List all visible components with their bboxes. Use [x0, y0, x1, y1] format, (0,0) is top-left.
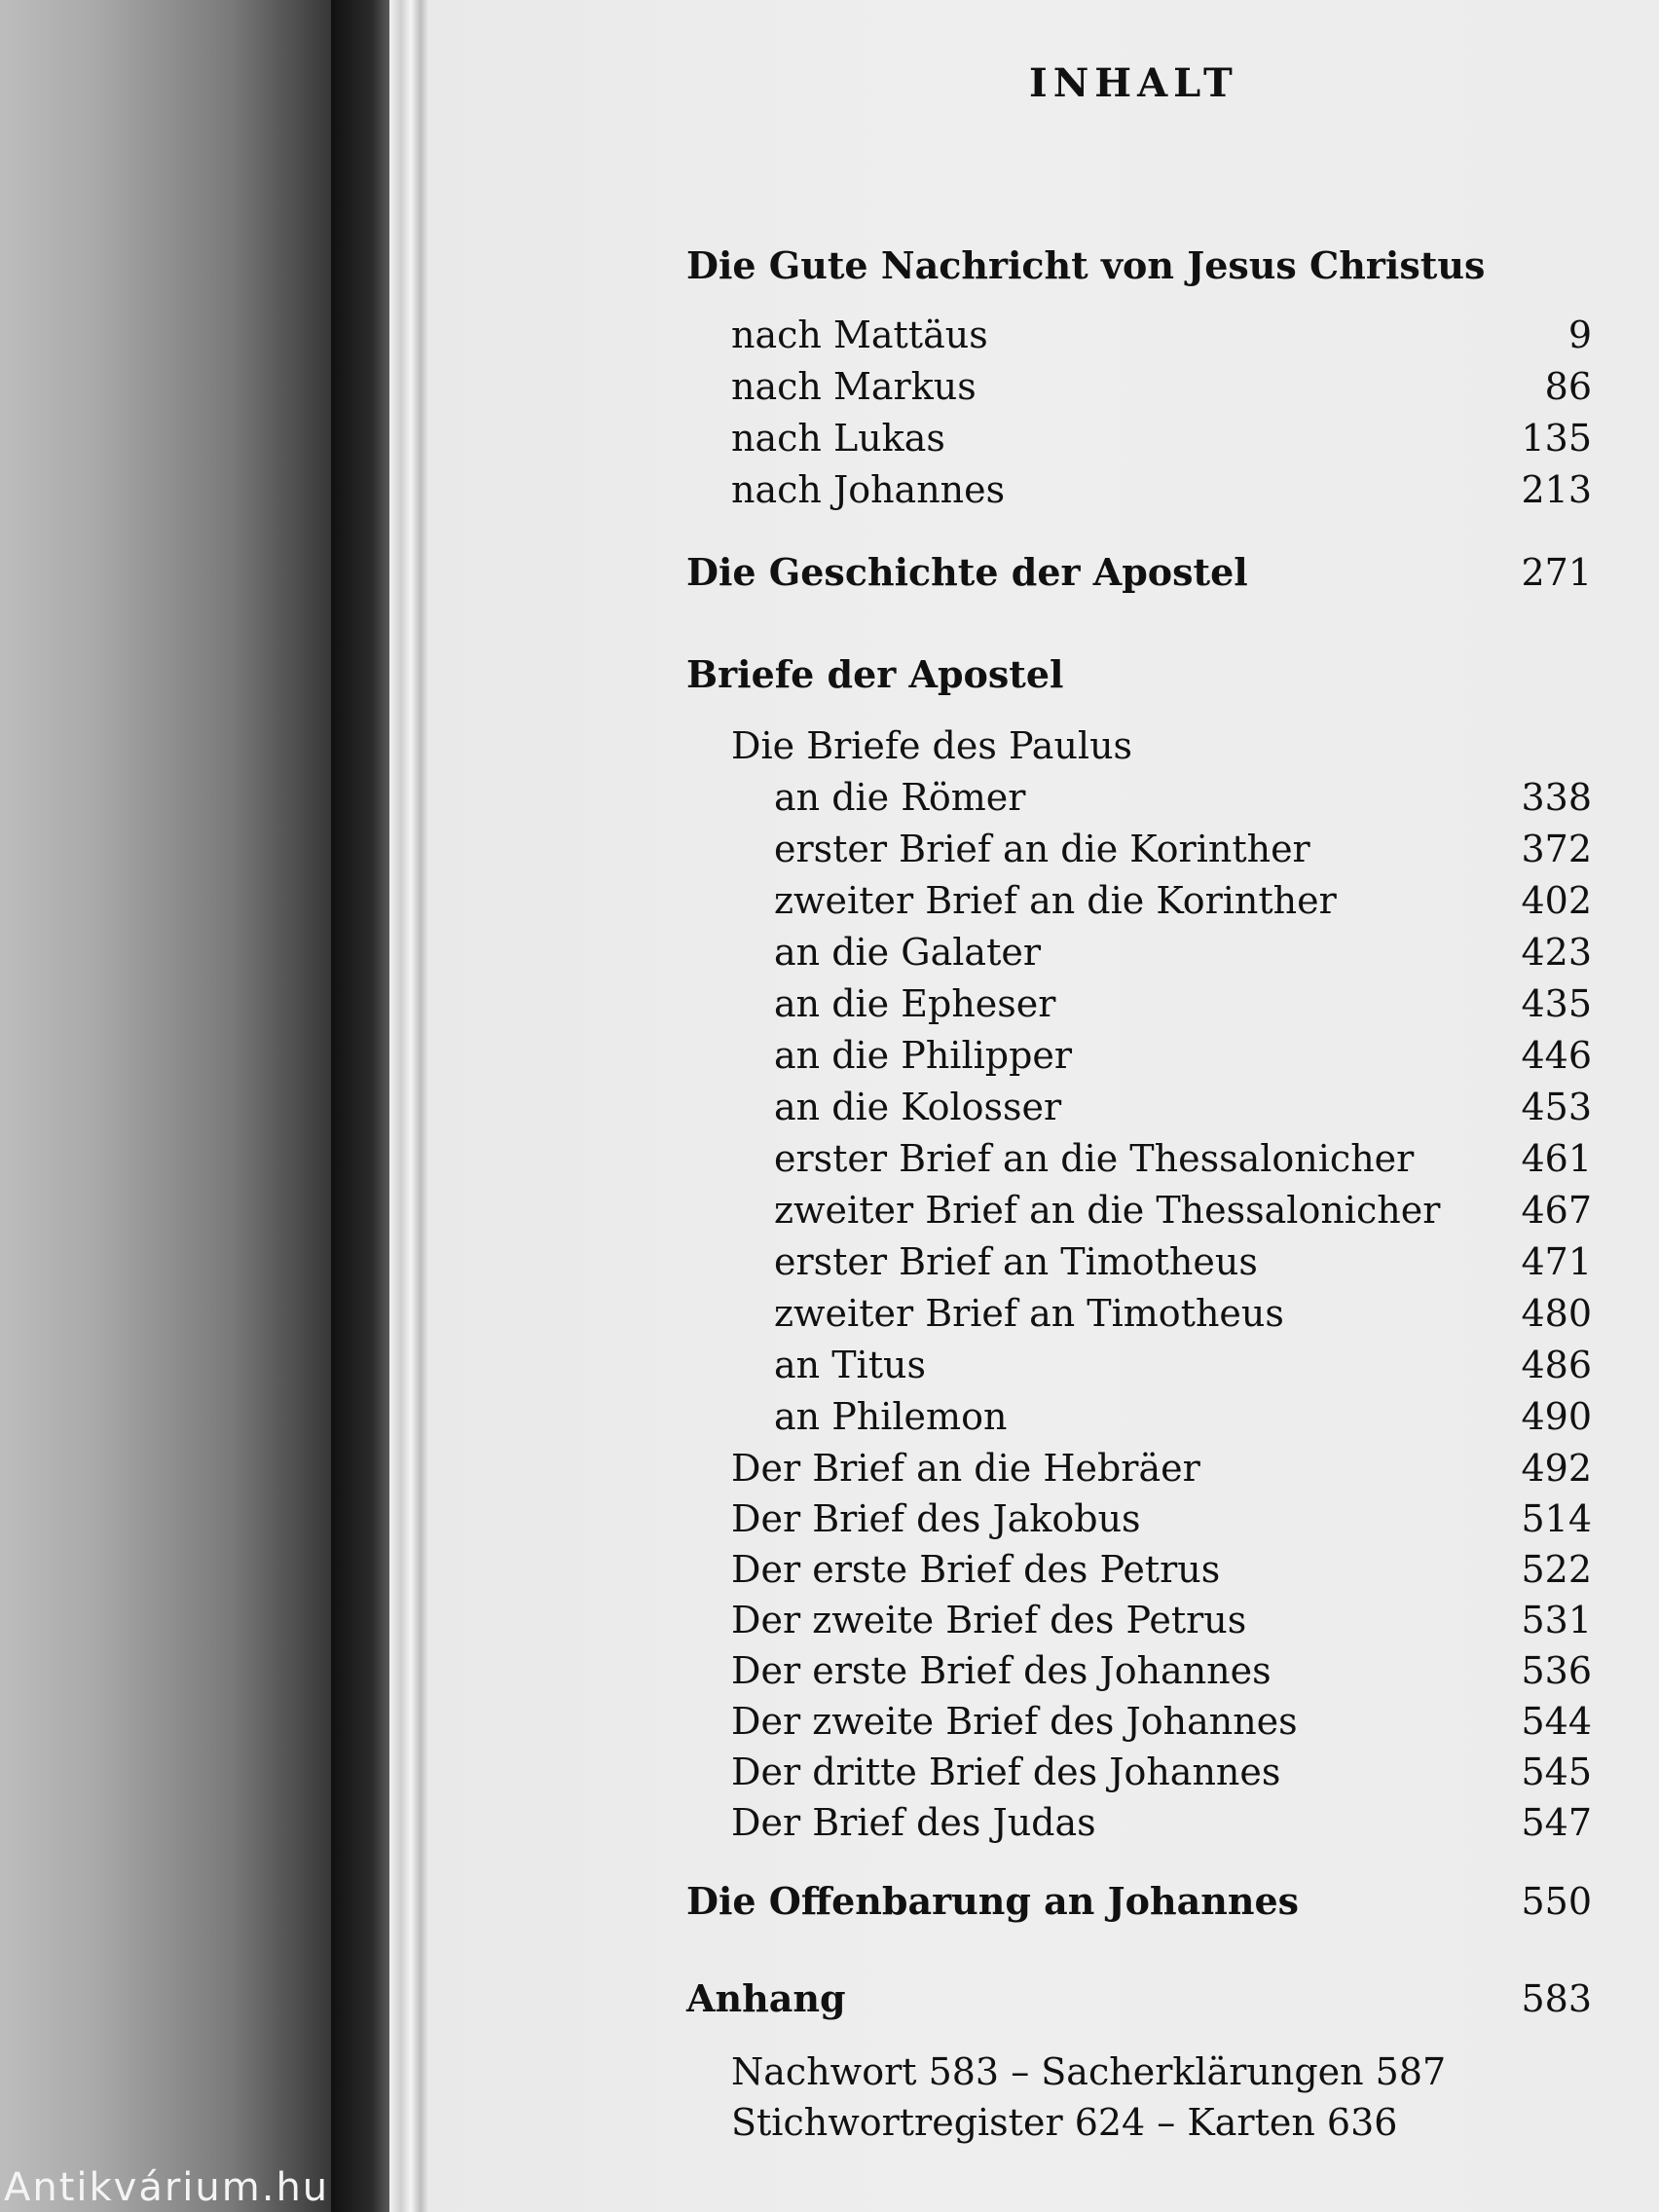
- toc-entry-label: an die Epheser: [774, 982, 1056, 1025]
- toc-page-number: 536: [1521, 1649, 1592, 1692]
- appendix-line: Nachwort 583 – Sacherklärungen 587: [731, 2050, 1447, 2093]
- toc-entry: [686, 1240, 1592, 1291]
- toc-entry: [686, 1700, 1592, 1751]
- toc-entry: [686, 1034, 1592, 1085]
- toc-entry: [686, 879, 1592, 930]
- toc-entry: [686, 828, 1592, 878]
- toc-page-number: 467: [1521, 1189, 1592, 1232]
- toc-page-number: 583: [1521, 1977, 1592, 2020]
- toc-entry: [686, 931, 1592, 981]
- toc-page-number: 446: [1521, 1034, 1592, 1077]
- toc-page-number: 461: [1521, 1137, 1592, 1180]
- toc-page-number: 372: [1521, 828, 1592, 870]
- toc-page-number: 435: [1521, 982, 1592, 1025]
- toc-entry-label: nach Markus: [731, 365, 977, 408]
- toc-entry: [686, 1189, 1592, 1239]
- toc-entry: [686, 1497, 1592, 1548]
- toc-entry: [686, 1137, 1592, 1188]
- toc-entry: [686, 982, 1592, 1033]
- toc-entry: [686, 1086, 1592, 1136]
- toc-page-number: 271: [1521, 551, 1592, 594]
- toc-entry: [686, 1801, 1592, 1852]
- toc-page-number: 531: [1521, 1599, 1592, 1641]
- toc-entry-label: nach Mattäus: [731, 313, 988, 356]
- toc-entry-label: erster Brief an die Korinther: [774, 828, 1310, 870]
- toc-section-title: Anhang: [686, 1976, 846, 2020]
- toc-entry-label: an Philemon: [774, 1395, 1008, 1438]
- toc-entry-label: an die Kolosser: [774, 1086, 1062, 1128]
- toc-entry-label: Der erste Brief des Johannes: [731, 1649, 1272, 1692]
- toc-section-geschichte-apostel: [686, 550, 1592, 601]
- toc-entry-label: nach Lukas: [731, 417, 945, 460]
- toc-entry-label: Der Brief des Judas: [731, 1801, 1096, 1844]
- toc-entry: [686, 1292, 1592, 1343]
- toc-entry-label: Der zweite Brief des Petrus: [731, 1599, 1247, 1641]
- toc-section-offenbarung: [686, 1879, 1592, 1930]
- book-gutter: [0, 0, 385, 2212]
- toc-entry-label: erster Brief an die Thessalonicher: [774, 1137, 1415, 1180]
- toc-entry-label: Die Briefe des Paulus: [731, 724, 1133, 767]
- toc-section-gute-nachricht: [686, 243, 1592, 294]
- toc-entry-label: erster Brief an Timotheus: [774, 1240, 1258, 1283]
- page-edge: [389, 0, 428, 2212]
- toc-page-number: 514: [1521, 1497, 1592, 1540]
- watermark: Antikvárium.hu: [4, 2165, 330, 2210]
- toc-page-number: 547: [1521, 1801, 1592, 1844]
- toc-page-number: 490: [1521, 1395, 1592, 1438]
- toc-entry: [686, 468, 1592, 519]
- page-title: INHALT: [1029, 60, 1238, 106]
- toc-page-number: 213: [1521, 468, 1592, 511]
- toc-entry-label: Der Brief des Jakobus: [731, 1497, 1141, 1540]
- toc-page-number: 522: [1521, 1548, 1592, 1591]
- toc-page-number: 480: [1521, 1292, 1592, 1335]
- toc-entry: [686, 1599, 1592, 1649]
- toc-section-briefe-apostel: [686, 652, 1592, 703]
- toc-entry-label: zweiter Brief an die Thessalonicher: [774, 1189, 1441, 1232]
- toc-section-title: Die Offenbarung an Johannes: [686, 1879, 1300, 1923]
- toc-entry-label: an die Philipper: [774, 1034, 1073, 1077]
- toc-page-number: 492: [1521, 1447, 1592, 1490]
- toc-section-anhang: [686, 1976, 1592, 2027]
- toc-page-number: 338: [1521, 776, 1592, 819]
- toc-entry-label: zweiter Brief an die Korinther: [774, 879, 1337, 922]
- toc-page-number: 135: [1521, 417, 1592, 460]
- toc-page-number: 9: [1567, 313, 1592, 356]
- toc-page-number: 486: [1521, 1344, 1592, 1386]
- toc-section-title: Die Geschichte der Apostel: [686, 550, 1248, 594]
- toc-entry-label: Der zweite Brief des Johannes: [731, 1700, 1298, 1743]
- toc-entry-label: an die Galater: [774, 931, 1041, 974]
- toc-page-number: 544: [1521, 1700, 1592, 1743]
- toc-entry-label: Der erste Brief des Petrus: [731, 1548, 1221, 1591]
- toc-entry: [686, 1395, 1592, 1446]
- toc-entry: [686, 1447, 1592, 1497]
- toc-entry: [686, 776, 1592, 827]
- toc-entry: [686, 365, 1592, 416]
- book-binding: [331, 0, 389, 2212]
- toc-page-number: 453: [1521, 1086, 1592, 1128]
- toc-entry-label: Der Brief an die Hebräer: [731, 1447, 1200, 1490]
- toc-page-number: 545: [1521, 1751, 1592, 1793]
- toc-page-number: 471: [1521, 1240, 1592, 1283]
- toc-page-number: 402: [1521, 879, 1592, 922]
- toc-entry: [686, 1548, 1592, 1599]
- toc-entry: [686, 1751, 1592, 1801]
- appendix-line: Stichwortregister 624 – Karten 636: [731, 2101, 1398, 2144]
- toc-entry: [686, 1344, 1592, 1394]
- toc-section-title: Die Gute Nachricht von Jesus Christus: [686, 243, 1486, 287]
- toc-entry: [686, 417, 1592, 467]
- toc-page-number: 423: [1521, 931, 1592, 974]
- toc-page-number: 86: [1544, 365, 1592, 408]
- toc-entry-label: an die Römer: [774, 776, 1026, 819]
- toc-page-number: 550: [1521, 1880, 1592, 1923]
- toc-entry-label: Der dritte Brief des Johannes: [731, 1751, 1281, 1793]
- toc-entry: [686, 1649, 1592, 1700]
- toc-entry-label: nach Johannes: [731, 468, 1006, 511]
- toc-entry: [686, 724, 1592, 775]
- toc-entry-label: an Titus: [774, 1344, 926, 1386]
- toc-entry-label: zweiter Brief an Timotheus: [774, 1292, 1284, 1335]
- toc-entry: [686, 313, 1592, 364]
- toc-section-title: Briefe der Apostel: [686, 652, 1064, 696]
